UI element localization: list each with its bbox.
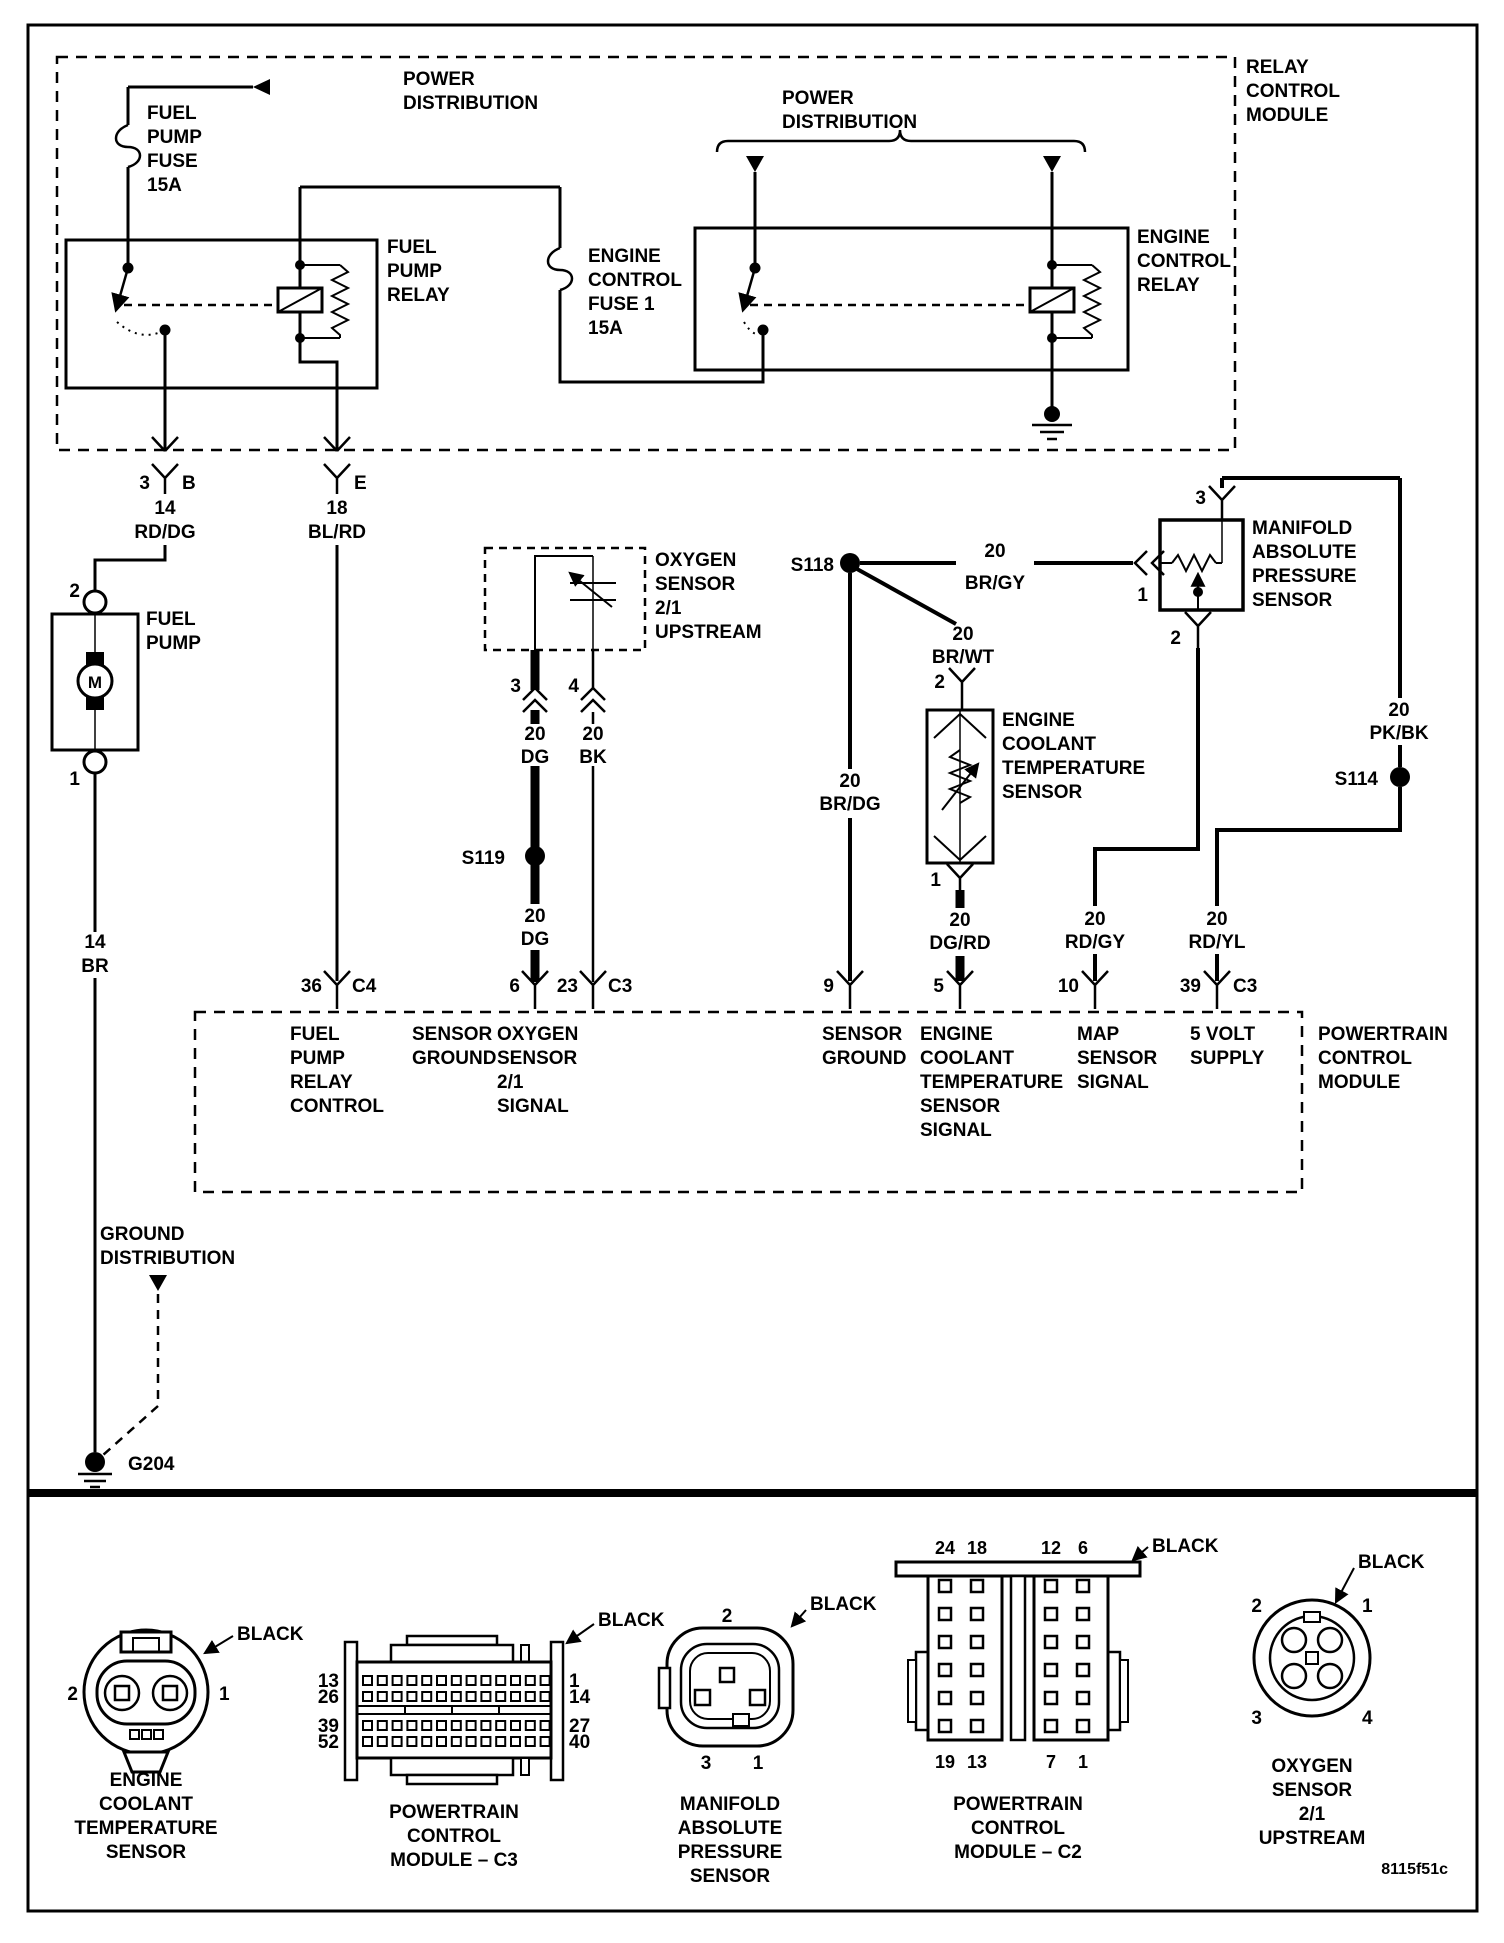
pin-number: 10 xyxy=(1057,976,1079,997)
pcm-fn: MAP xyxy=(1077,1024,1120,1045)
leader-line xyxy=(567,1624,594,1643)
wire-rd-dg xyxy=(95,545,165,591)
pin-id: C4 xyxy=(352,976,377,997)
fuel-pump-line1: FUEL xyxy=(146,609,196,630)
wire-5v-feed xyxy=(1222,478,1400,488)
oxygen-sensor xyxy=(485,548,762,697)
diagram-code: 8115f51c xyxy=(1381,1861,1448,1878)
pin-number: 19 xyxy=(934,1752,956,1772)
connector-color-label: BLACK xyxy=(1358,1552,1425,1573)
relay-control-module-label xyxy=(1246,57,1340,126)
connector-name: OXYGEN xyxy=(1271,1756,1353,1777)
o2-wires xyxy=(462,650,607,982)
connector-name: CONTROL xyxy=(407,1826,501,1847)
pin-number: 24 xyxy=(934,1538,956,1558)
connector-name: MANIFOLD xyxy=(679,1794,781,1815)
wire-color: BL/RD xyxy=(307,522,367,543)
fp-relay-line3: RELAY xyxy=(387,285,450,306)
connector-name: POWERTRAIN xyxy=(389,1802,519,1823)
map-sensor xyxy=(1137,478,1400,649)
wire-gauge: 20 xyxy=(984,541,1006,562)
fuel-pump xyxy=(52,581,201,790)
motor-letter: M xyxy=(87,673,103,692)
wire-color: BR/GY xyxy=(964,573,1026,594)
map-line1: MANIFOLD xyxy=(1252,518,1353,539)
pin-number: 52 xyxy=(317,1732,339,1753)
connector-name: UPSTREAM xyxy=(1258,1828,1366,1849)
pcm-fn: SENSOR xyxy=(1077,1048,1158,1069)
pin-id: E xyxy=(354,473,367,494)
pin-number: 1 xyxy=(1362,1596,1373,1617)
pin-number: 23 xyxy=(556,976,578,997)
connector-name: POWERTRAIN xyxy=(953,1794,1083,1815)
connector-name: PRESSURE xyxy=(677,1842,783,1863)
wire-color: BK xyxy=(579,747,607,768)
fuse-icon xyxy=(548,248,572,290)
power-arrow-icon xyxy=(1043,156,1061,172)
fuel-pump-relay xyxy=(66,187,450,451)
ect-line4: SENSOR xyxy=(1002,782,1083,803)
pin-number: 3 xyxy=(139,473,150,494)
o2-line2: SENSOR xyxy=(655,574,736,595)
wire-color: BR xyxy=(81,956,109,977)
pcm-line3: MODULE xyxy=(1318,1072,1401,1093)
o2-line1: OXYGEN xyxy=(655,550,737,571)
leader-line xyxy=(205,1636,233,1653)
pcm-fn: GROUND xyxy=(822,1048,907,1069)
ground-dist-line2: DISTRIBUTION xyxy=(100,1248,236,1269)
connector-name: MODULE – C2 xyxy=(954,1842,1082,1863)
o2-line3: 2/1 xyxy=(655,598,682,619)
pcm-fn: RELAY xyxy=(290,1072,353,1093)
pcm-c3-connector-view xyxy=(318,1610,665,1871)
relay-module-line2: CONTROL xyxy=(1246,81,1340,102)
splice-s118-label: S118 xyxy=(790,555,834,576)
power-dist-left-line1: POWER xyxy=(403,69,475,90)
g204-label: G204 xyxy=(128,1454,175,1475)
map-line2: ABSOLUTE xyxy=(1252,542,1357,563)
shield-chevrons-icon xyxy=(523,688,547,712)
pcm-fn: FUEL xyxy=(290,1024,340,1045)
pin-number: 40 xyxy=(569,1732,591,1753)
ect-connector-view xyxy=(67,1624,303,1863)
map-resistor-icon xyxy=(1160,555,1222,571)
shield-chevrons-icon xyxy=(581,688,605,712)
wire-color: RD/DG xyxy=(134,522,196,543)
pin-number: 14 xyxy=(569,1687,591,1708)
ec-fuse-line3: FUSE 1 xyxy=(588,294,655,315)
pin-number: 27 xyxy=(569,1716,591,1737)
leader-line xyxy=(1336,1568,1354,1602)
ec-fuse-line2: CONTROL xyxy=(588,270,682,291)
relay-coil-icon xyxy=(1030,260,1100,345)
ec-relay-line1: ENGINE xyxy=(1137,227,1210,248)
pin-number: 36 xyxy=(300,976,322,997)
wire-gauge: 20 xyxy=(524,724,546,745)
ec-fuse-line4: 15A xyxy=(588,318,623,339)
o2-variable-arrow-icon xyxy=(570,573,612,607)
fuse-icon xyxy=(116,125,140,167)
pin-number: 4 xyxy=(568,676,579,697)
pin-number: 18 xyxy=(966,1538,988,1558)
map-line4: SENSOR xyxy=(1252,590,1333,611)
pcm-fn: PUMP xyxy=(290,1048,345,1069)
pin-id: B xyxy=(182,473,196,494)
wire-gauge: 20 xyxy=(1206,909,1228,930)
wire-gauge: 20 xyxy=(952,624,974,645)
ground-dist-line1: GROUND xyxy=(100,1224,185,1245)
wire-gauge: 14 xyxy=(84,932,106,953)
pcm-fn: 5 VOLT xyxy=(1190,1024,1256,1045)
wire-gauge: 20 xyxy=(949,910,971,931)
splice-s119-label: S119 xyxy=(461,848,505,869)
connector-name: COOLANT xyxy=(99,1794,193,1815)
splice-s114-icon xyxy=(1390,767,1410,787)
pcm-c2-connector-view xyxy=(896,1536,1219,1863)
wire-gauge: 20 xyxy=(582,724,604,745)
pin-number: 1 xyxy=(569,1671,580,1692)
o2-connector-view xyxy=(1251,1552,1424,1849)
pin-number: 1 xyxy=(219,1684,230,1705)
fp-fuse-line1: FUEL xyxy=(147,103,197,124)
pin-number: 1 xyxy=(752,1753,764,1774)
pin-number: 12 xyxy=(1040,1538,1062,1558)
pcm-fn: SENSOR xyxy=(822,1024,903,1045)
pin-number: 2 xyxy=(1170,628,1181,649)
wire-gauge: 20 xyxy=(1388,700,1410,721)
pin-number: 6 xyxy=(509,976,520,997)
pcm-fn: SENSOR xyxy=(497,1048,578,1069)
connector-color-label: BLACK xyxy=(810,1594,877,1615)
fp-fuse-line4: 15A xyxy=(147,175,182,196)
map-line3: PRESSURE xyxy=(1252,566,1357,587)
fuel-pump-line2: PUMP xyxy=(146,633,201,654)
splice-s119-icon xyxy=(525,846,545,866)
pcm-fn: GROUND xyxy=(412,1048,497,1069)
pin-number: 1 xyxy=(69,769,80,790)
connector-name: TEMPERATURE xyxy=(74,1818,218,1839)
relay-module-line1: RELAY xyxy=(1246,57,1309,78)
section-divider xyxy=(28,1489,1477,1497)
wire-color: DG xyxy=(520,929,550,950)
pin-number: 6 xyxy=(1077,1538,1089,1558)
wire-color: BR/DG xyxy=(819,794,881,815)
wire-gauge: 14 xyxy=(154,498,176,519)
wire-gauge: 20 xyxy=(839,771,861,792)
ect-line3: TEMPERATURE xyxy=(1002,758,1146,779)
relay-switch-icon xyxy=(116,263,276,452)
connector-e xyxy=(308,437,367,543)
ect-line2: COOLANT xyxy=(1002,734,1096,755)
pin-number: 13 xyxy=(317,1671,339,1692)
fp-fuse-line3: FUSE xyxy=(147,151,198,172)
pin-number: 3 xyxy=(510,676,521,697)
pcm-fn: SIGNAL xyxy=(920,1120,992,1141)
pin-number: 39 xyxy=(317,1716,339,1737)
leader-line xyxy=(792,1610,806,1626)
wire-br-wt xyxy=(857,569,956,624)
pcm-line2: CONTROL xyxy=(1318,1048,1412,1069)
ground-circuit xyxy=(78,773,235,1487)
connector-name: CONTROL xyxy=(971,1818,1065,1839)
power-dist-right-line2: DISTRIBUTION xyxy=(782,112,918,133)
connector-name: MODULE – C3 xyxy=(390,1850,518,1871)
splice-s114-label: S114 xyxy=(1334,769,1378,790)
connector-color-label: BLACK xyxy=(237,1624,304,1645)
fp-fuse-line2: PUMP xyxy=(147,127,202,148)
wire-gauge: 18 xyxy=(326,498,348,519)
power-dist-left-line2: DISTRIBUTION xyxy=(403,93,539,114)
pin-number: 2 xyxy=(721,1606,733,1627)
ec-relay-line3: RELAY xyxy=(1137,275,1200,296)
pin-number: 4 xyxy=(1362,1708,1373,1729)
connector-name: SENSOR xyxy=(689,1866,771,1887)
fp-relay-line1: FUEL xyxy=(387,237,437,258)
pin-number: 1 xyxy=(1077,1752,1089,1772)
pcm-fn: OXYGEN xyxy=(497,1024,579,1045)
connector-color-label: BLACK xyxy=(598,1610,665,1631)
pin-number: 5 xyxy=(933,976,944,997)
wire-color: BR/WT xyxy=(931,647,995,668)
pcm-fn: ENGINE xyxy=(920,1024,993,1045)
pin-number: 3 xyxy=(1195,488,1206,509)
connector-name: ABSOLUTE xyxy=(677,1818,783,1839)
power-feed-arrow-icon xyxy=(253,79,270,95)
fp-relay-line2: PUMP xyxy=(387,261,442,282)
pcm-fn: 2/1 xyxy=(497,1072,524,1093)
pcm-label xyxy=(1318,1024,1448,1093)
sensor-feed-wires xyxy=(1065,478,1429,981)
pcm-function-labels xyxy=(290,1024,1265,1141)
connector-name: SENSOR xyxy=(1271,1780,1353,1801)
bracket-icon xyxy=(717,130,1085,152)
pcm-fn: TEMPERATURE xyxy=(920,1072,1064,1093)
ground-icon xyxy=(1032,345,1072,439)
pcm-fn: SENSOR xyxy=(920,1096,1001,1117)
engine-control-relay xyxy=(695,227,1231,439)
connector-name: SENSOR xyxy=(105,1842,187,1863)
ec-relay-line2: CONTROL xyxy=(1137,251,1231,272)
pin-number: 2 xyxy=(934,672,945,693)
pcm-fn: COOLANT xyxy=(920,1048,1014,1069)
ect-line1: ENGINE xyxy=(1002,710,1075,731)
pcm-fn: SIGNAL xyxy=(1077,1072,1149,1093)
wire-color: DG xyxy=(520,747,550,768)
pin-number: 13 xyxy=(966,1752,988,1772)
pin-number: 7 xyxy=(1045,1752,1057,1772)
o2-line4: UPSTREAM xyxy=(655,622,762,643)
power-dist-right-line1: POWER xyxy=(782,88,854,109)
wire-gauge: 20 xyxy=(1084,909,1106,930)
pin-number: 1 xyxy=(1137,585,1148,606)
ec-fuse-line1: ENGINE xyxy=(588,246,661,267)
leader-line xyxy=(1133,1547,1148,1560)
pin-number: 26 xyxy=(317,1687,339,1708)
pin-id: C3 xyxy=(608,976,633,997)
pin-number: 3 xyxy=(700,1753,712,1774)
pcm-pin-labels xyxy=(301,976,1257,997)
g204-ground-icon xyxy=(78,1452,112,1487)
pin-number: 1 xyxy=(930,870,941,891)
connector-b xyxy=(134,437,195,543)
ground-arrow-icon xyxy=(149,1275,167,1291)
pcm-fn: CONTROL xyxy=(290,1096,384,1117)
pin-number: 3 xyxy=(1251,1708,1262,1729)
wire-color: RD/GY xyxy=(1064,932,1126,953)
wire-color: PK/BK xyxy=(1369,723,1429,744)
connector-name: 2/1 xyxy=(1298,1804,1326,1825)
pcm-fn: SUPPLY xyxy=(1190,1048,1265,1069)
pin-number: 2 xyxy=(67,1684,78,1705)
relay-module-line3: MODULE xyxy=(1246,105,1329,126)
relay-switch-icon xyxy=(743,263,1028,336)
connector-name: ENGINE xyxy=(109,1770,183,1791)
connector-color-label: BLACK xyxy=(1152,1536,1219,1557)
pin-number: 39 xyxy=(1179,976,1201,997)
power-distribution-right xyxy=(717,88,1085,268)
wire-color: RD/YL xyxy=(1188,932,1246,953)
map-connector-view xyxy=(659,1594,877,1887)
relay-coil-icon xyxy=(278,187,348,451)
power-arrow-icon xyxy=(746,156,764,172)
pcm-fn: SIGNAL xyxy=(497,1096,569,1117)
wire-gauge: 20 xyxy=(524,906,546,927)
pcm-fn: SENSOR xyxy=(412,1024,493,1045)
pcm-line1: POWERTRAIN xyxy=(1318,1024,1448,1045)
pin-number: 2 xyxy=(69,581,80,602)
wire-color: DG/RD xyxy=(929,933,991,954)
pin-number: 9 xyxy=(823,976,834,997)
pin-id: C3 xyxy=(1233,976,1258,997)
pin-number: 2 xyxy=(1251,1596,1262,1617)
